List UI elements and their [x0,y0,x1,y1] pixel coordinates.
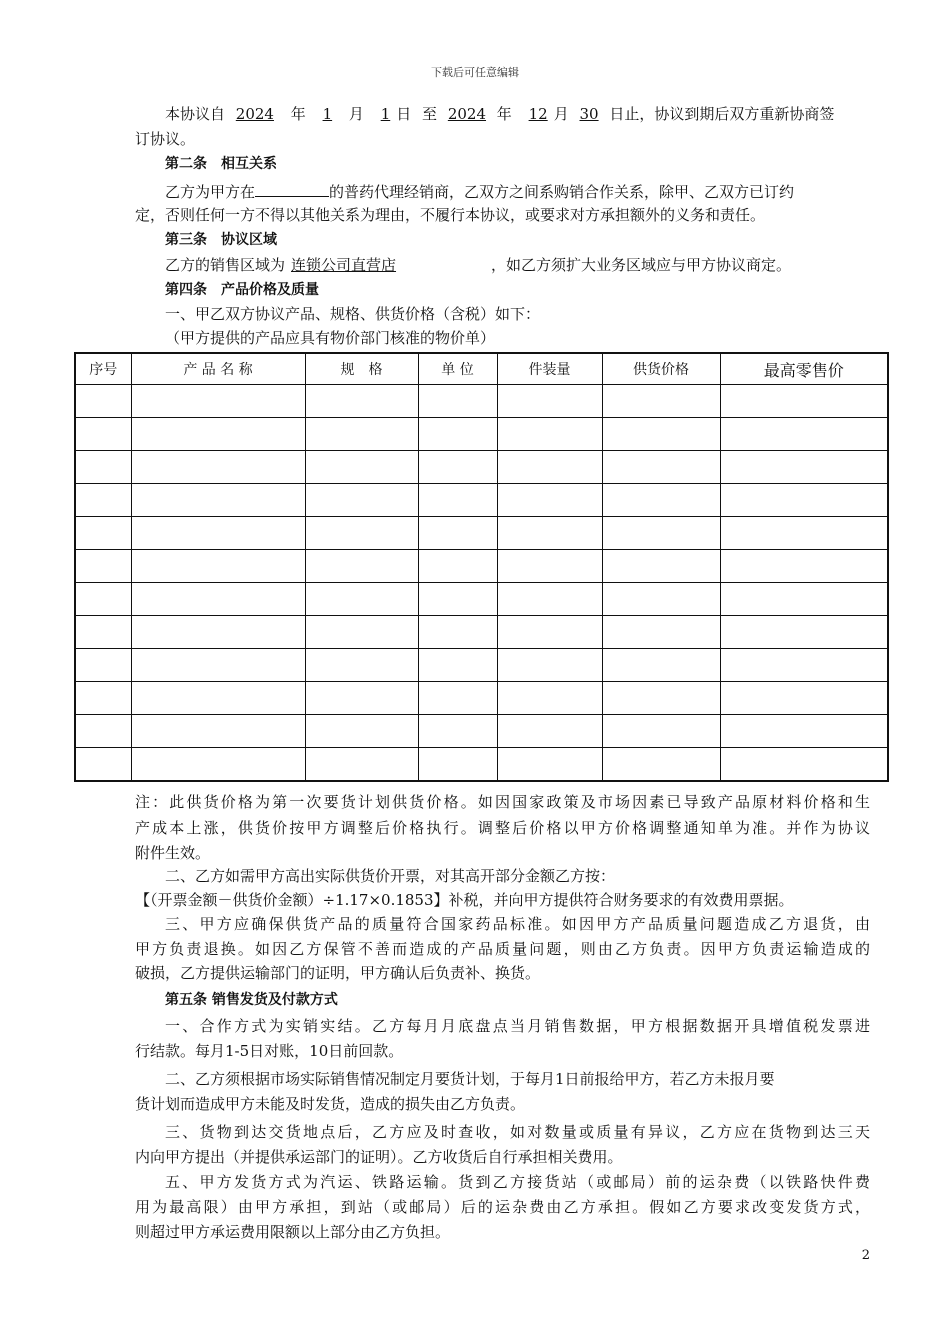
price-table-cell [75,715,131,748]
price-table-cell [75,484,131,517]
price-table-cell [305,583,418,616]
price-table-cell [418,583,497,616]
price-table-cell [305,418,418,451]
price-table-cell [497,682,602,715]
article4-item3-line1: 三、甲方应确保供货产品的质量符合国家药品标准。如因甲方产品质量问题造成乙方退货，由 [165,915,870,933]
price-table-cell [497,517,602,550]
price-table-cell [305,484,418,517]
price-table-cell [131,649,305,682]
header-spec: 规 格 [305,353,418,385]
price-table-cell [720,484,888,517]
price-table-cell [418,616,497,649]
article4-item1-note: （甲方提供的产品应具有物价部门核准的物价单） [165,329,496,347]
price-table-cell [131,385,305,418]
price-table-cell [602,583,720,616]
price-table-cell [305,385,418,418]
article5-p5-line2: 用为最高限）由甲方承担，到站（或邮局）后的运杂费由乙方承担。假如乙方要求改变发货方式， [135,1198,870,1216]
article5-p1-line1: 一、合作方式为实销实结。乙方每月月底盘点当月销售数据，甲方根据数据开具增值税发票进 [165,1017,870,1035]
price-table-cell [720,616,888,649]
price-table-cell [497,385,602,418]
article2-line1-post: 的普药代理经销商，乙双方之间系购销合作关系，除甲、乙双方已订约 [329,183,795,201]
month-label: 月 [348,105,364,123]
price-table-cell [720,517,888,550]
price-table-cell [131,682,305,715]
price-table-header-row [75,353,888,385]
header-note: 下载后可任意编辑 [431,66,519,79]
price-table-cell [131,616,305,649]
period-suffix: 日止，协议到期后双方重新协商签 [609,105,835,123]
price-table-cell [75,616,131,649]
dealer-region-blank [255,180,329,197]
article5-p5-line3: 则超过甲方承运费用限额以上部分由乙方负担。 [135,1223,451,1241]
price-table-cell [720,385,888,418]
article5-p5-line1: 五、甲方发货方式为汽运、铁路运输。货到乙方接货站（或邮局）前的运杂费（以铁路快件费 [165,1173,870,1191]
price-table-cell [497,715,602,748]
price-table-cell [305,517,418,550]
price-table-cell [418,682,497,715]
price-table-cell [418,484,497,517]
price-table-cell [131,418,305,451]
price-table-cell [418,715,497,748]
price-table-cell [305,748,418,782]
price-table-cell [720,418,888,451]
price-table-cell [497,451,602,484]
price-table-row [75,682,888,715]
price-table-cell [418,385,497,418]
price-table-cell [720,715,888,748]
price-table-cell [131,748,305,782]
article3-line [135,255,900,275]
price-table-cell [497,550,602,583]
price-table-cell [602,418,720,451]
month-label-2: 月 [553,105,569,123]
article3-pre: 乙方的销售区域为 [165,256,286,274]
header-product-name: 产 品 名 称 [131,353,305,385]
price-note-line3: 附件生效。 [135,844,211,862]
price-note-line2: 产成本上涨，供货价按甲方调整后价格执行。调整后价格以甲方价格调整通知单为准。并作为协议 [135,819,870,837]
price-table-cell [418,418,497,451]
price-table-cell [602,715,720,748]
period-prefix: 本协议自 [165,105,226,123]
year-label: 年 [290,105,306,123]
price-table-cell [720,451,888,484]
price-table-cell [497,748,602,782]
price-table-cell [75,385,131,418]
price-table-cell [602,385,720,418]
price-table-cell [305,682,418,715]
price-table-row [75,385,888,418]
price-table-cell [131,517,305,550]
price-table-cell [75,418,131,451]
price-table-cell [497,649,602,682]
price-table-cell [75,451,131,484]
price-table-cell [497,484,602,517]
header-supply-price: 供货价格 [602,353,720,385]
agreement-period-continuation: 订协议。 [135,130,196,148]
price-table-cell [602,682,720,715]
article5-p3-line2: 内向甲方提出（并提供承运部门的证明）。乙方收货后自行承担相关费用。 [135,1148,623,1166]
price-table-cell [720,550,888,583]
page-number: 2 [861,1248,870,1263]
price-table-cell [418,517,497,550]
price-note-line1: 注：此供货价格为第一次要货计划供货价格。如因国家政策及市场因素已导致产品原材料价格和生 [135,793,870,811]
price-table-cell [305,715,418,748]
article4-item2-line1: 二、乙方如需甲方高出实际供货价开票，对其高开部分金额乙方按： [165,867,616,885]
article2-line1-pre: 乙方为甲方在 [165,183,256,201]
price-table-cell [602,484,720,517]
sales-region-value: 连锁公司直营店 [291,256,397,274]
price-table-cell [418,748,497,782]
article2-title: 第二条 相互关系 [165,156,277,172]
price-table-cell [131,550,305,583]
start-month: 1 [322,105,333,123]
price-table-cell [75,517,131,550]
article5-p2-line1: 二、乙方须根据市场实际销售情况制定月要货计划，于每月1日前报给甲方，若乙方未报月要 [165,1070,775,1088]
price-table-cell [131,715,305,748]
price-table-cell [720,649,888,682]
price-table-cell [602,451,720,484]
article4-item3-line2: 甲方负责退换。如因乙方保管不善而造成的产品质量问题，则由乙方负责。因甲方负责运输造成的 [135,940,870,958]
end-year: 2024 [447,105,487,123]
end-day: 30 [579,105,599,123]
price-table-cell [75,550,131,583]
price-table-cell [75,682,131,715]
price-table-cell [418,550,497,583]
price-table-cell [497,418,602,451]
article4-item1: 一、甲乙双方协议产品、规格、供货价格（含税）如下： [165,305,541,323]
header-pack-qty: 件装量 [497,353,602,385]
article4-item2-line2: 【（开票金额－供货价金额）÷1.17×0.1853】补税，并向甲方提供符合财务要求的有效费用票据。 [135,891,794,909]
price-table-cell [75,583,131,616]
article5-p2-line2: 货计划而造成甲方未能及时发货，造成的损失由乙方负责。 [135,1095,526,1113]
price-table-row [75,484,888,517]
price-table-cell [602,550,720,583]
price-table-row [75,616,888,649]
header-max-retail-price: 最高零售价 [720,353,888,385]
price-table-row [75,418,888,451]
price-table-row [75,550,888,583]
price-table-cell [131,583,305,616]
start-day: 1 [380,105,391,123]
price-table-cell [131,484,305,517]
article4-title: 第四条 产品价格及质量 [165,282,319,298]
price-table-row [75,649,888,682]
price-table-row [75,748,888,782]
price-table-cell [131,451,305,484]
price-table-row [75,451,888,484]
start-year: 2024 [235,105,274,123]
article2-line2: 定，否则任何一方不得以其他关系为理由，不履行本协议，或要求对方承担额外的义务和责任。 [135,206,766,224]
day-label: 日 [396,105,412,123]
price-table-cell [75,649,131,682]
price-table-cell [418,451,497,484]
price-table-cell [305,451,418,484]
article2-line1 [135,180,900,202]
price-table-cell [497,616,602,649]
price-table-cell [75,748,131,782]
article5-title: 第五条 销售发货及付款方式 [165,992,338,1008]
price-table-cell [305,616,418,649]
end-month: 12 [528,105,548,123]
price-table-cell [305,649,418,682]
price-table-cell [418,649,497,682]
year-label-2: 年 [496,105,512,123]
price-table-cell [497,583,602,616]
article3-post: ，如乙方须扩大业务区域应与甲方协议商定。 [491,256,792,274]
agreement-period-line [135,104,900,124]
price-table-row [75,583,888,616]
price-table-cell [602,748,720,782]
price-table-cell [720,682,888,715]
price-table-cell [602,616,720,649]
price-table-cell [602,517,720,550]
article3-title: 第三条 协议区域 [165,232,277,248]
price-table-cell [602,649,720,682]
price-table-cell [305,550,418,583]
price-table-row [75,517,888,550]
to-label: 至 [422,105,438,123]
article5-p3-line1: 三、货物到达交货地点后，乙方应及时查收，如对数量或质量有异议，乙方应在货物到达三天 [165,1123,870,1141]
article4-item3-line3: 破损，乙方提供运输部门的证明，甲方确认后负责补、换货。 [135,964,541,982]
article5-p1-line2: 行结款。每月1-5日对账，10日前回款。 [135,1042,404,1060]
price-table [74,352,889,782]
header-unit: 单 位 [418,353,497,385]
price-table-cell [720,748,888,782]
price-table-row [75,715,888,748]
header-serial: 序号 [75,353,131,385]
price-table-cell [720,583,888,616]
